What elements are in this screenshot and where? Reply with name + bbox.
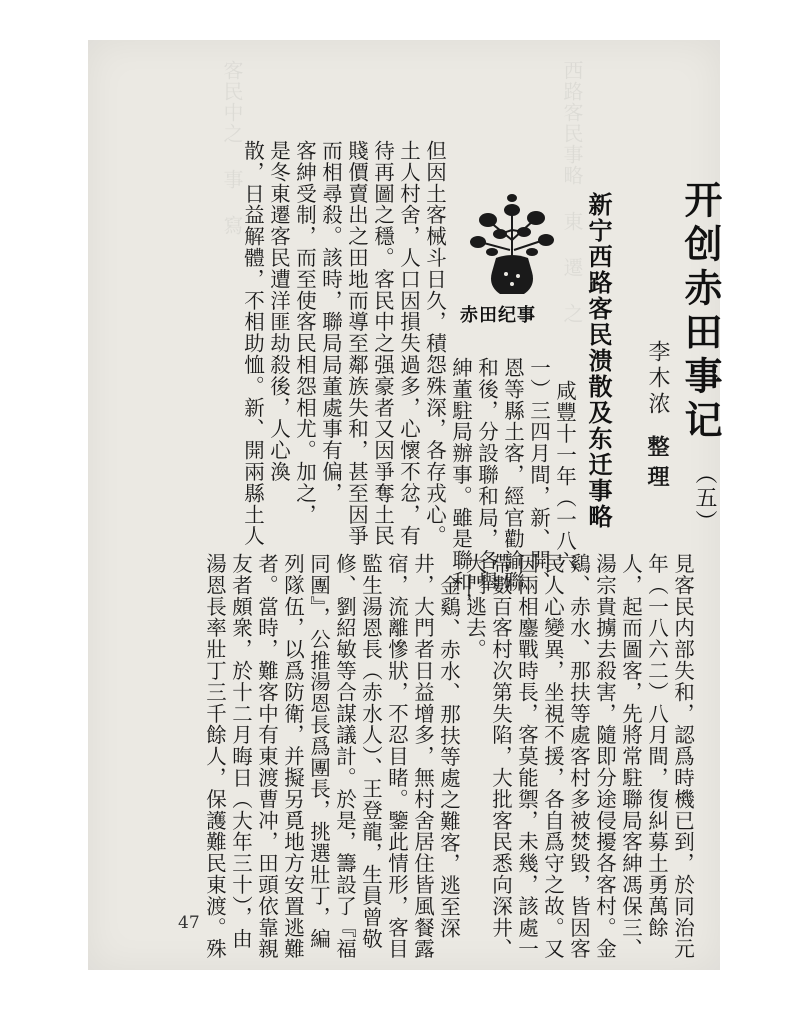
page-number: 47	[178, 913, 200, 933]
lower-text-column: 帶數百客村次第失陷，大批客民悉向深井、	[488, 553, 513, 960]
upper-text-column: 賤價賣出之田地而導至鄰族失和，甚至因爭	[344, 140, 369, 547]
section-subtitle: 新宁西路客民溃散及东迁事略	[584, 192, 613, 530]
upper-text-column: 但因土客械斗日久，積怨殊深，各存戎心。	[422, 140, 447, 547]
upper-text-column: 是冬東遷客民遭洋匪劫殺後，人心渙	[266, 140, 291, 483]
lower-text-column: 修、劉紹敏等合謀議計。於是，籌設了『福	[332, 553, 357, 960]
upper-text-column: 待再圖之穩。客民中之强豪者又因爭奪土民	[370, 140, 395, 547]
flower-vase-emblem	[466, 190, 558, 300]
lower-text-column: 友者頗衆，於十二月晦日（大年三十），由	[228, 553, 253, 950]
lower-text-column: 宿，流離慘狀，不忍目睹。鑒此情形，客目	[384, 553, 409, 960]
upper-text-column: 土人村舍，人口因損失過多，心懷不忿，有	[396, 140, 421, 547]
editor-role: 整理	[644, 435, 670, 495]
page-paper	[88, 40, 720, 970]
lower-text-column: 井，大門者日益增多，無村舍居住皆風餐露	[410, 553, 435, 960]
upper-text-column: 和後，分設聯和局，各舉	[474, 357, 499, 593]
column-label: 赤田纪事	[460, 305, 536, 326]
lower-text-column: 人，起而圖客，先將常駐聯局客紳馮保三、	[618, 553, 643, 960]
author-name: 李木浓	[645, 340, 670, 418]
upper-text-column: 散，日益解體，不相助恤。新、開兩縣土人	[240, 140, 265, 547]
main-title-number: （五）	[692, 462, 717, 534]
lower-text-column: 民人心變異，坐視不援，各自爲守之故。又	[540, 553, 565, 960]
upper-text-column: 客紳受制，而至使客民相怨相尤。加之，	[292, 140, 317, 526]
lower-text-column: 金鷄、赤水、那扶等處之難客，逃至深	[436, 575, 461, 939]
upper-text-column: 咸豐十一年（一八六	[552, 380, 577, 573]
lower-text-column: 者。當時，難客中有東渡曹冲，田頭依靠親	[254, 553, 279, 960]
lower-text-column: 湯恩長率壯丁三千餘人，保護難民東渡。殊	[202, 553, 227, 960]
lower-text-column: 大門逃去。	[462, 553, 487, 660]
lower-text-column: 因兩相鏖戰時長，客莫能禦，未幾，該處一	[514, 553, 539, 960]
lower-text-column: 監生湯恩長（赤水人）、王登龍，生員曾敬	[358, 553, 383, 950]
lower-text-column: 湯宗貴擄去殺害，隨即分途侵擾各客村。金	[592, 553, 617, 960]
upper-text-column: 恩等縣土客，經官勸諭聯	[500, 357, 525, 593]
lower-text-column: 見客民内部失和，認爲時機已到，於同治元	[670, 553, 695, 960]
lower-text-column: 列隊伍，以爲防衛，并擬另覓地方安置逃難	[280, 553, 305, 960]
lower-text-column: 同團』，公推湯恩長爲團長，挑選壯丁，編	[306, 553, 331, 950]
lower-text-column: 年（一八六二）八月間，復糾募土勇萬餘	[644, 553, 669, 939]
show-through-text: 客民中之 事 寫	[220, 60, 244, 236]
main-title: 开创赤田事记	[678, 180, 722, 444]
lower-text-column: 鷄、赤水、那扶等處客村多被焚毀，皆因客	[566, 553, 591, 960]
upper-text-column: 一）三四月間，新、開、	[526, 357, 551, 593]
upper-text-column: 紳董駐局辦事。雖是聯和，	[448, 357, 473, 614]
show-through-text: 西路客民事略 東 遷 之	[560, 60, 584, 324]
upper-text-column: 而相尋殺。該時，聯局局董處事有偏，	[318, 140, 343, 504]
